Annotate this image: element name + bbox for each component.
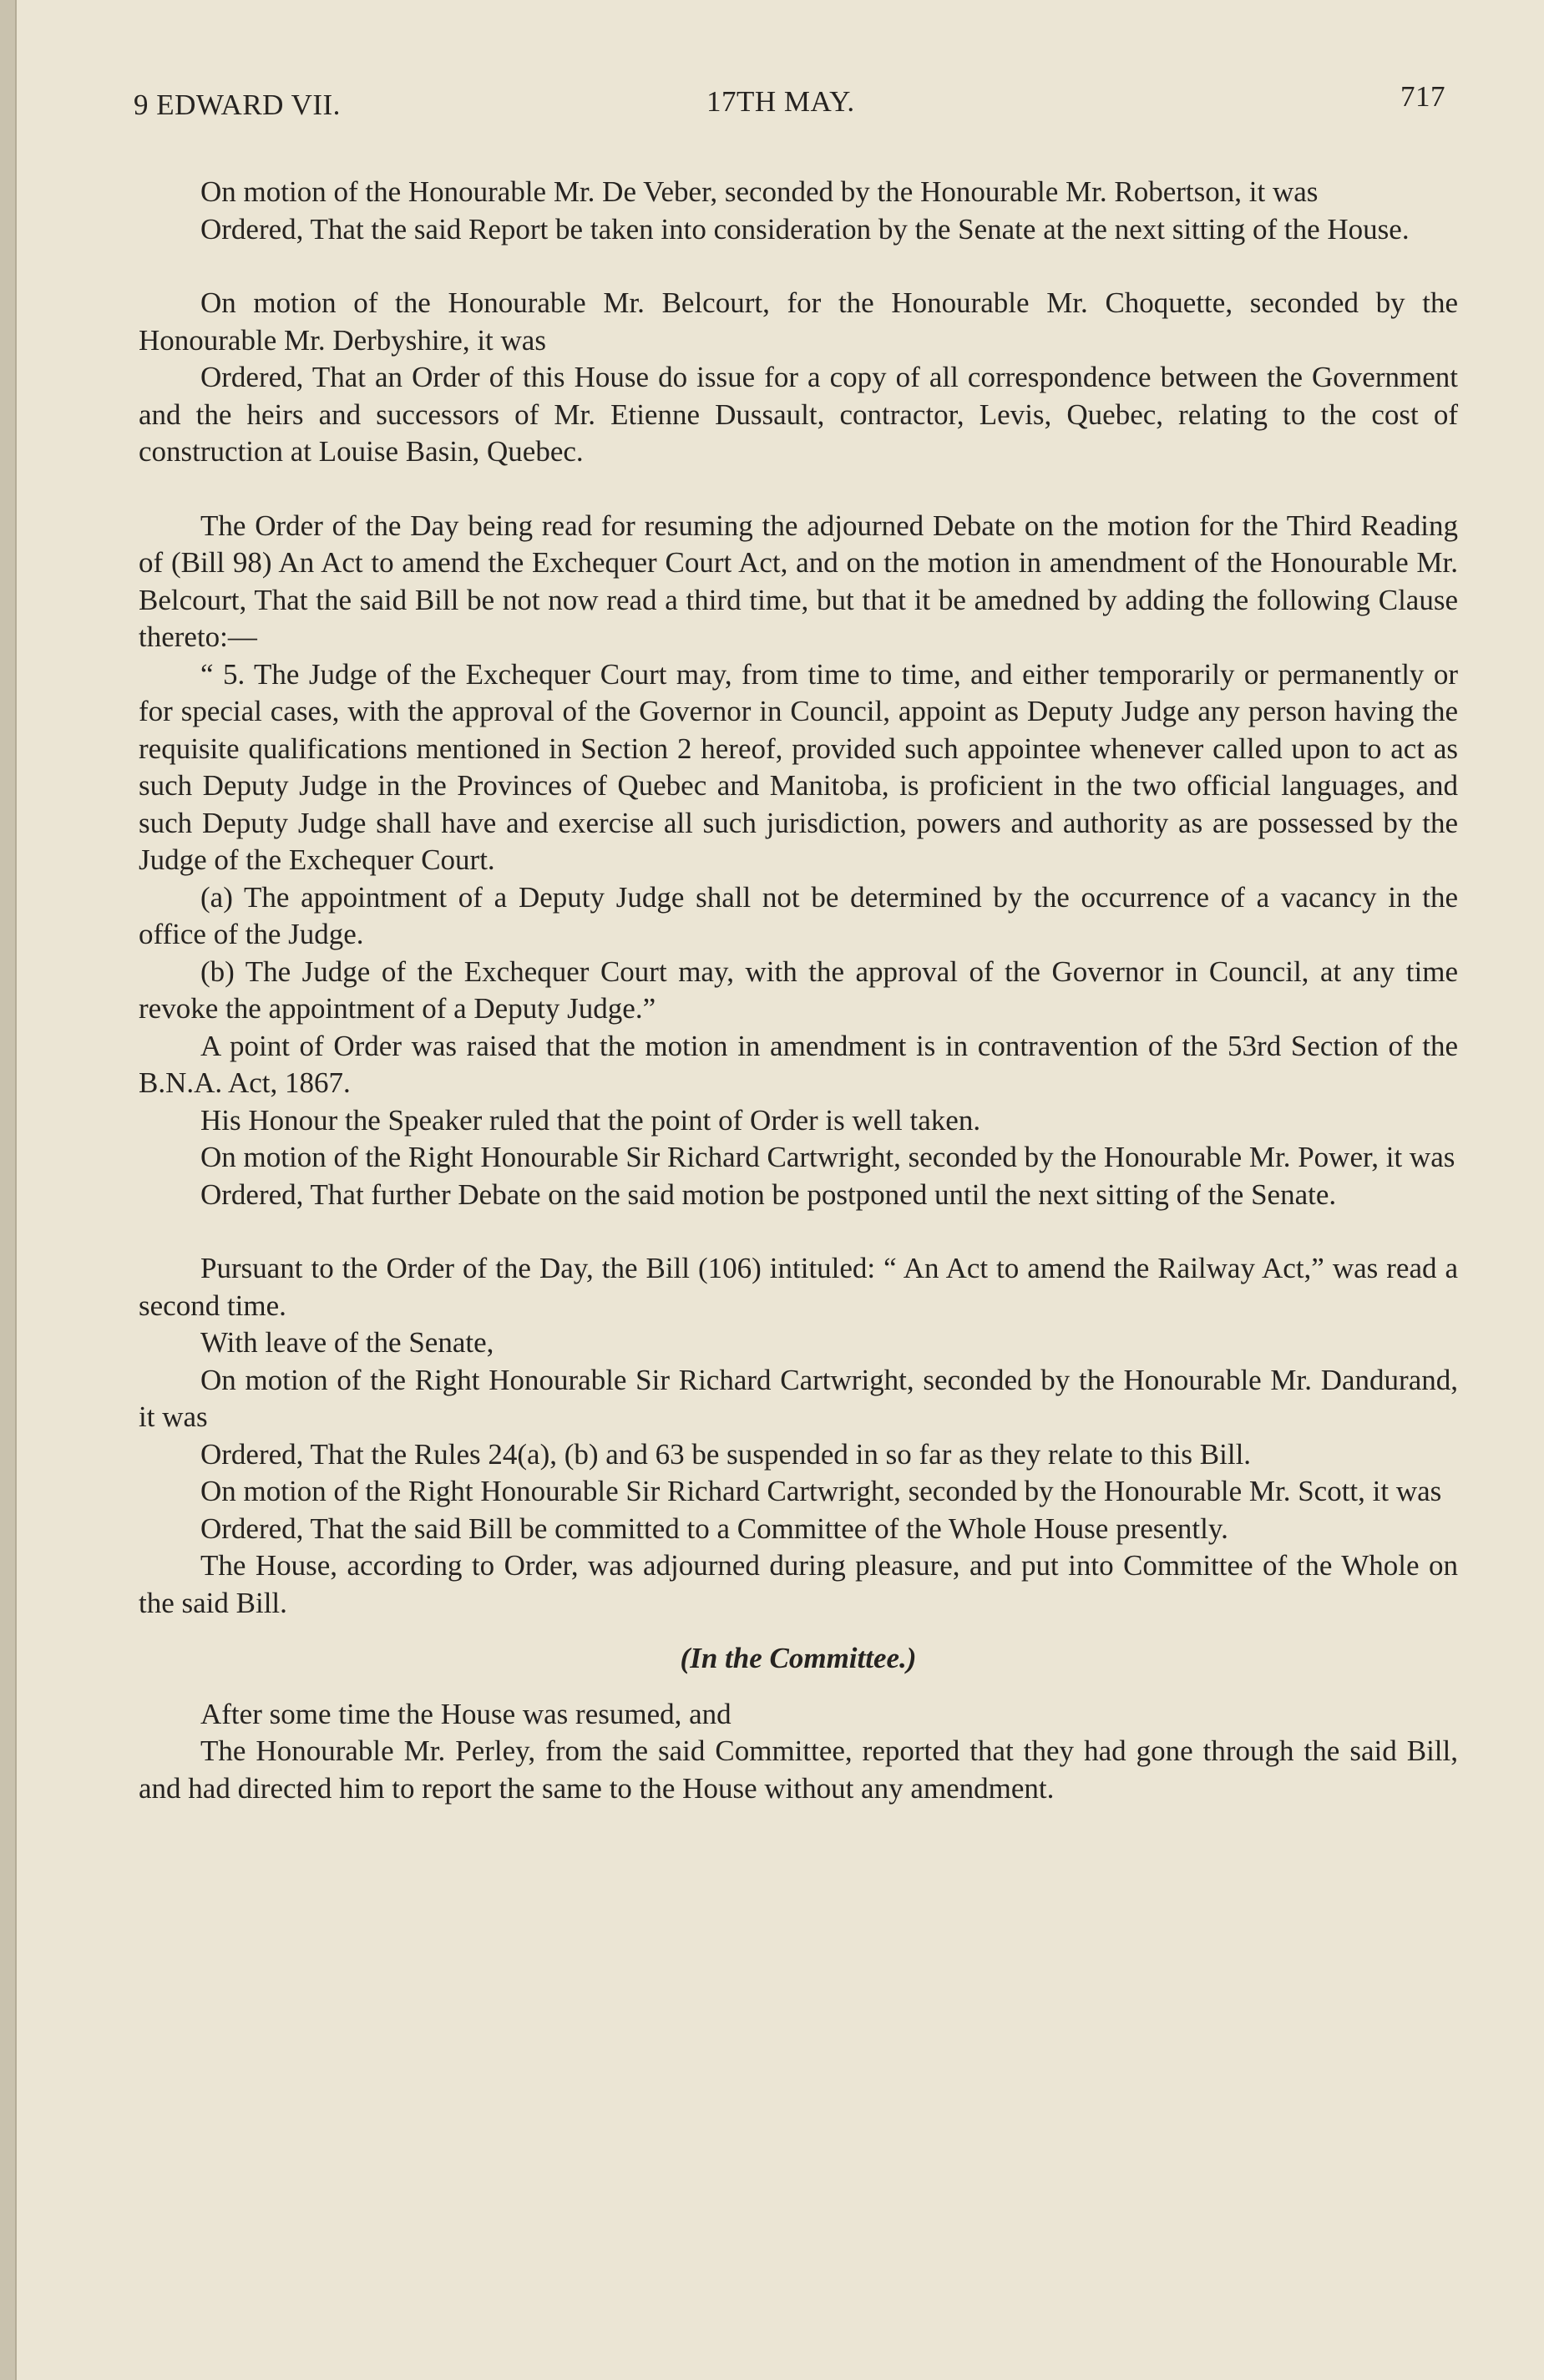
journal-body	[139, 174, 1458, 1807]
running-header	[134, 82, 1445, 132]
paragraph: Ordered, That an Order of this House do issue for a copy of all correspondence between the Government and the heirs and successors of Mr. Etienne Dussault, contractor, Levis, Quebec, relating to the cost of construction at Louise Basin, Quebec.	[139, 361, 1458, 468]
quoted-clause: “ 5. The Judge of the Exchequer Court may, from time to time, and either temporarily or permanently or for special cases, with the approval of the Governor in Council, appoint as Deputy Judge any person having the requisite qualifications mentioned in Section 2 hereof, provided such appointee whenever called upon to act as such Deputy Judge in the Provinces of Quebec and Manitoba, is proficient in the two official languages, and such Deputy Judge shall have and exercise all such jurisdiction, powers and authority as are possessed by the Judge of the Exchequer Court.	[139, 657, 1458, 876]
paragraph: On motion of the Honourable Mr. Belcourt, for the Honourable Mr. Choquette, seconded by the Honourable Mr. Derbyshire, it was	[139, 286, 1458, 357]
paragraph: On motion of the Right Honourable Sir Richard Cartwright, seconded by the Honourable Mr. Power, it was	[200, 1141, 1455, 1173]
paragraph: Ordered, That the said Bill be committed to a Committee of the Whole House presently.	[200, 1512, 1228, 1545]
page-number: 717	[1400, 80, 1445, 113]
header-regnal-year: 9 EDWARD VII.	[134, 89, 341, 121]
paragraph: The Honourable Mr. Perley, from the said Committee, reported that they had gone through the said Bill, and had directed him to report the same to the House without any amendment.	[139, 1734, 1458, 1805]
quoted-clause: (a) The appointment of a Deputy Judge shall not be determined by the occurrence of a vacancy in the office of the Judge.	[139, 880, 1458, 950]
paragraph: The House, according to Order, was adjourned during pleasure, and put into Committee of the Whole on the said Bill.	[139, 1549, 1458, 1619]
page-binding-edge	[0, 0, 17, 2380]
paragraph: A point of Order was raised that the motion in amendment is in contravention of the 53rd Section of the B.N.A. Act, 1867.	[139, 1029, 1458, 1099]
section-heading: (In the Committee.)	[680, 1642, 917, 1674]
quoted-clause: (b) The Judge of the Exchequer Court may, with the approval of the Governor in Council, at any time revoke the appointment of a Deputy Judge.”	[139, 955, 1458, 1025]
header-date: 17TH MAY.	[706, 85, 855, 118]
paragraph: Pursuant to the Order of the Day, the Bill (106) intituled: “ An Act to amend the Railway Act,” was read a second time.	[139, 1252, 1458, 1322]
paragraph: After some time the House was resumed, and	[200, 1697, 732, 1730]
paragraph: With leave of the Senate,	[200, 1326, 494, 1359]
paragraph: Ordered, That further Debate on the said motion be postponed until the next sitting of the Senate.	[200, 1177, 1337, 1211]
paragraph: The Order of the Day being read for resuming the adjourned Debate on the motion for the Third Reading of (Bill 98) An Act to amend the Exchequer Court Act, and on the motion in amendment of the Honourable Mr. Belcourt, That the said Bill be not now read a third time, but that it be amedned by adding the following Clause thereto:—	[139, 509, 1458, 653]
paragraph: Ordered, That the Rules 24(a), (b) and 63 be suspended in so far as they relate to this Bill.	[200, 1437, 1252, 1471]
paragraph: Ordered, That the said Report be taken into consideration by the Senate at the next sitting of the House.	[200, 212, 1410, 246]
paragraph: On motion of the Honourable Mr. De Veber, seconded by the Honourable Mr. Robertson, it was	[200, 175, 1319, 208]
paragraph: On motion of the Right Honourable Sir Richard Cartwright, seconded by the Honourable Mr. Dandurand, it was	[139, 1363, 1458, 1433]
paragraph: His Honour the Speaker ruled that the point of Order is well taken.	[200, 1103, 981, 1137]
paragraph: On motion of the Right Honourable Sir Richard Cartwright, seconded by the Honourable Mr. Scott, it was	[200, 1475, 1442, 1507]
